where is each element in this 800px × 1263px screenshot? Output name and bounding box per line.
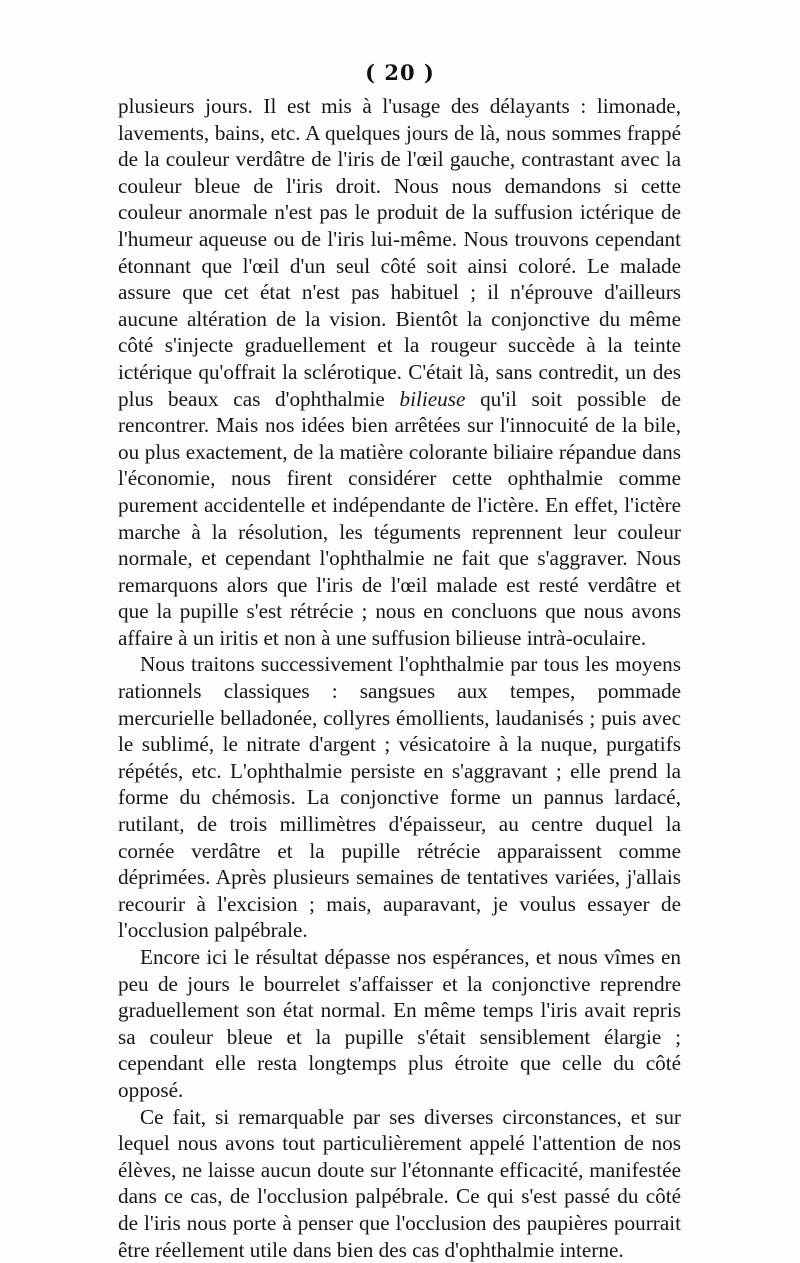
paragraph-3: Encore ici le résultat dépasse nos espérances, et nous vîmes en peu de jours le bourrelet s'affaisser et la conjonctive reprendre graduellement son état normal. En même temps l'iris avait repris sa couleur bleue et la pupille s'était sensiblement élargie ; cependant elle resta longtemps plus étroite que celle du côté opposé. [118,945,681,1102]
paragraph-1-part-1: plusieurs jours. Il est mis à l'usage des délayants : limonade, lavements, bains, etc. A quelques jours de là, nous sommes frappé de la couleur verdâtre de l'iris de l'œil gauche, contrastant avec la couleur bleue de l'iris droit. Nous nous demandons si cette couleur anormale n'est pas le produit de la suffusion ictérique de l'humeur aqueuse ou de l'iris lui-même. Nous trouvons cependant étonnant que l'œil d'un seul côté soit ainsi coloré. Le malade assure que cet état n'est pas habituel ; il n'éprouve d'ailleurs aucune altération de la vision. Bientôt la conjonctive du même côté s'injecte graduellement et la rougeur succède à la teinte ictérique qu'offrait la sclérotique. C'était là, sans contredit, un des plus beaux cas d'ophthalmie [118,94,681,411]
paragraph-2: Nous traitons successivement l'ophthalmie par tous les moyens rationnels classiques : sangsues aux tempes, pommade mercurielle belladonée, collyres émollients, laudanisés ; puis avec le sublimé, le nitrate d'argent ; vésicatoire à la nuque, purgatifs répétés, etc. L'ophthalmie persiste en s'aggravant ; elle prend la forme du chémosis. La conjonctive forme un pannus lardacé, rutilant, de trois millimètres d'épaisseur, au centre duquel la cornée verdâtre et la pupille rétrécie apparaissent comme déprimées. Après plusieurs semaines de tentatives variées, j'allais recourir à l'excision ; mais, auparavant, je voulus essayer de l'occlusion palpébrale. [118,652,681,943]
paragraph-4: Ce fait, si remarquable par ses diverses circonstances, et sur lequel nous avons tout particulièrement appelé l'attention de nos élèves, ne laisse aucun doute sur l'étonnante efficacité, manifestée dans ce cas, de l'occlusion palpébrale. Ce qui s'est passé du côté de l'iris nous porte à penser que l'occlusion des paupières pourrait être réellement utile dans bien des cas d'ophthalmie interne. [118,1104,681,1262]
emphasis-bilieuse: bilieuse [399,386,466,411]
paragraph-1 [118,93,681,651]
page-number: ( 20 ) [365,60,435,85]
body-text [118,93,681,1263]
paragraph-1-part-2: qu'il soit possible de rencontrer. Mais nos idées bien arrêtées sur l'innocuité de la bile, ou plus exactement, de la matière colorante biliaire répandue dans l'économie, nous firent considérer cette ophthalmie comme purement accidentelle et indépendante de l'ictère. En effet, l'ictère marche à la résolution, les téguments reprennent leur couleur normale, et cependant l'ophthalmie ne fait que s'aggraver. Nous remarquons alors que l'iris de l'œil malade est resté verdâtre et que la pupille s'est rétrécie ; nous en concluons que nous avons affaire à un iritis et non à une suffusion bilieuse intrà-oculaire. [118,386,682,650]
